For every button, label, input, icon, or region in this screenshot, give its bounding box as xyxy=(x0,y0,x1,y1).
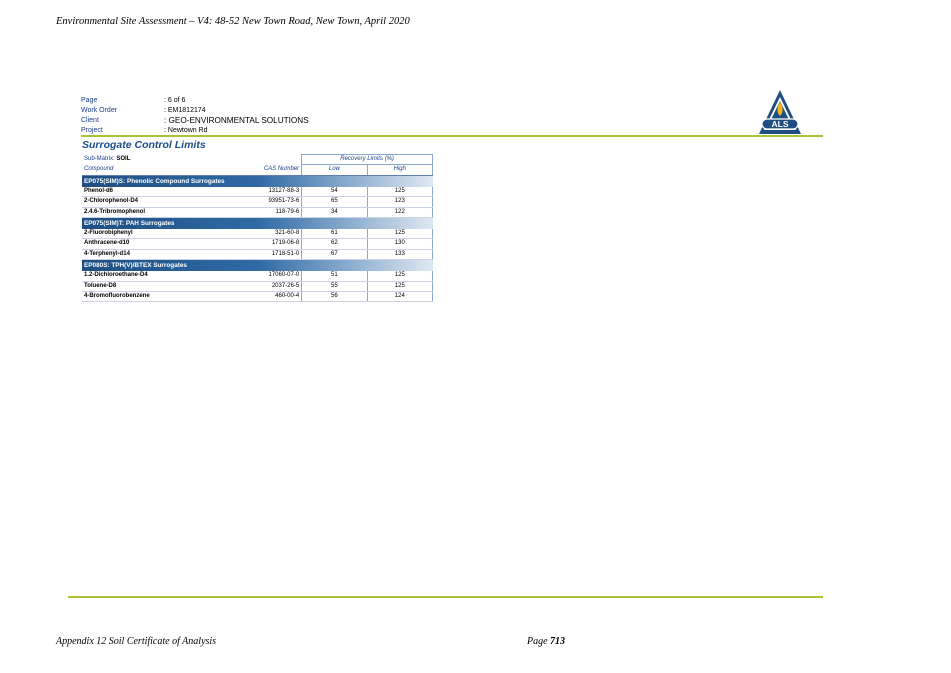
low-cell: 65 xyxy=(302,197,367,207)
meta-row-work-order xyxy=(81,106,309,116)
cas-cell: 1719-06-8 xyxy=(220,239,302,249)
table-row xyxy=(82,281,433,291)
als-logo xyxy=(758,88,802,136)
low-cell: 56 xyxy=(302,292,367,302)
high-cell: 125 xyxy=(367,187,432,197)
table-row xyxy=(82,271,433,281)
meta-label: Project xyxy=(81,127,103,134)
sub-matrix-value: SOIL xyxy=(116,156,131,162)
sub-matrix-label: Sub-Matrix: xyxy=(84,156,115,162)
footer-divider xyxy=(68,596,823,598)
compound-cell: 2.4.6-Tribromophenol xyxy=(82,207,220,217)
high-cell: 123 xyxy=(367,197,432,207)
low-cell: 34 xyxy=(302,207,367,217)
table-row xyxy=(82,229,433,239)
table-row xyxy=(82,197,433,207)
col-cas-header: CAS Number xyxy=(220,165,302,175)
cas-cell: 13127-88-3 xyxy=(220,187,302,197)
meta-row-client xyxy=(81,116,309,126)
meta-label: Page xyxy=(81,97,98,104)
low-cell: 61 xyxy=(302,229,367,239)
low-cell: 51 xyxy=(302,271,367,281)
table-row xyxy=(82,292,433,302)
document-header: Environmental Site Assessment – V4: 48-52 New Town Road, New Town, April 2020 xyxy=(56,16,410,27)
meta-row-page xyxy=(81,96,309,106)
meta-label: Work Order xyxy=(81,107,118,114)
compound-cell: 1.2-Dichloroethane-D4 xyxy=(82,271,220,281)
footer-appendix-label: Appendix 12 Soil Certificate of Analysis xyxy=(56,636,217,647)
group-header: EP075(SIM)S: Phenolic Compound Surrogates xyxy=(82,175,433,187)
footer-page-number xyxy=(527,636,565,647)
high-cell: 125 xyxy=(367,271,432,281)
cas-cell: 460-00-4 xyxy=(220,292,302,302)
header-divider xyxy=(81,135,823,137)
cas-cell: 118-79-6 xyxy=(220,207,302,217)
group-header: EP075(SIM)T: PAH Surrogates xyxy=(82,218,433,230)
section-title: Surrogate Control Limits xyxy=(82,139,206,151)
surrogate-limits-table xyxy=(82,154,433,302)
recovery-limits-header: Recovery Limits (%) xyxy=(302,155,433,165)
compound-cell: Phenol-d6 xyxy=(82,187,220,197)
cas-cell: 17060-07-0 xyxy=(220,271,302,281)
col-compound-header: Compound xyxy=(82,165,220,175)
meta-value: : 6 of 6 xyxy=(164,97,186,104)
high-cell: 125 xyxy=(367,229,432,239)
compound-cell: 2-Chlorophenol-D4 xyxy=(82,197,220,207)
compound-cell: Toluene-D8 xyxy=(82,281,220,291)
sub-matrix-cell xyxy=(82,155,302,165)
compound-cell: 2-Fluorobiphenyl xyxy=(82,229,220,239)
als-logo-text: ALS xyxy=(771,119,789,130)
cas-cell: 1718-51-0 xyxy=(220,249,302,259)
cas-cell: 93951-73-6 xyxy=(220,197,302,207)
table-row xyxy=(82,207,433,217)
high-cell: 125 xyxy=(367,281,432,291)
group-header: EP080S: TPH(V)/BTEX Surrogates xyxy=(82,260,433,272)
high-cell: 122 xyxy=(367,207,432,217)
low-cell: 54 xyxy=(302,187,367,197)
table-header-row xyxy=(82,155,433,165)
report-meta xyxy=(81,96,309,136)
compound-cell: Anthracene-d10 xyxy=(82,239,220,249)
cas-cell: 321-60-8 xyxy=(220,229,302,239)
meta-value: : EM1812174 xyxy=(164,107,206,114)
compound-cell: 4-Bromofluorobenzene xyxy=(82,292,220,302)
table-row xyxy=(82,249,433,259)
col-low-header: Low xyxy=(302,165,367,175)
table-row xyxy=(82,187,433,197)
high-cell: 124 xyxy=(367,292,432,302)
low-cell: 67 xyxy=(302,249,367,259)
high-cell: 133 xyxy=(367,249,432,259)
footer-page-value: 713 xyxy=(550,636,566,647)
table-row xyxy=(82,239,433,249)
compound-cell: 4-Terphenyl-d14 xyxy=(82,249,220,259)
col-high-header: High xyxy=(367,165,432,175)
column-header-row xyxy=(82,165,433,175)
low-cell: 55 xyxy=(302,281,367,291)
meta-value: : Newtown Rd xyxy=(164,127,208,134)
meta-value: : GEO-ENVIRONMENTAL SOLUTIONS xyxy=(164,116,309,125)
meta-label: Client xyxy=(81,117,99,124)
high-cell: 130 xyxy=(367,239,432,249)
footer-page-label: Page xyxy=(527,636,548,647)
low-cell: 62 xyxy=(302,239,367,249)
cas-cell: 2037-26-5 xyxy=(220,281,302,291)
